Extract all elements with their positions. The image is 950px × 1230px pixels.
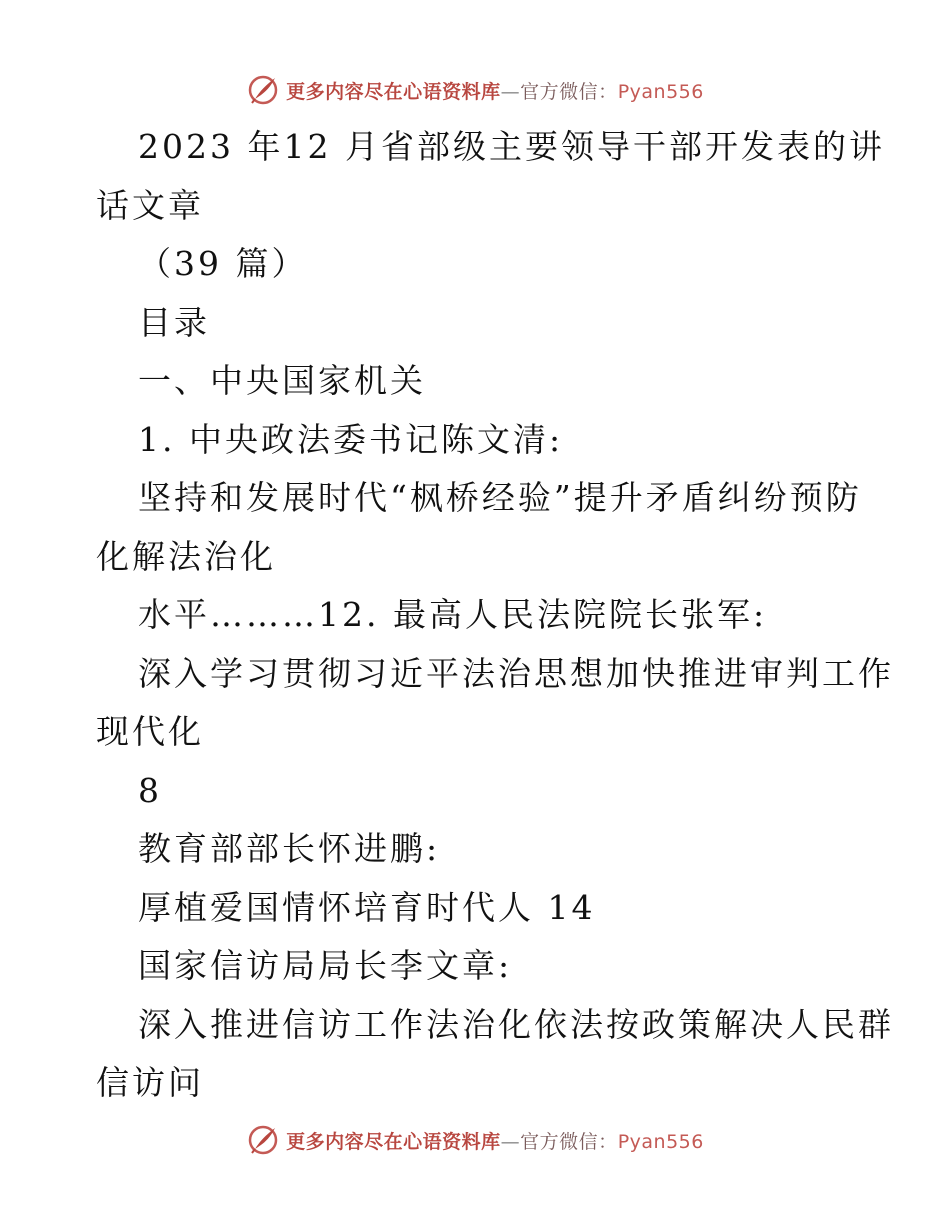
toc-entry-title: 深入推进信访工作法治化依法按政策解决人民群 (138, 1004, 894, 1044)
watermark-text (286, 1127, 704, 1154)
watermark-dash: — (500, 1130, 521, 1153)
watermark-text (286, 77, 704, 104)
watermark-wechat-id: Pyan556 (617, 80, 704, 103)
toc-entry-title-continued: 化解法治化 (96, 536, 276, 576)
header-watermark (0, 70, 950, 110)
footer-watermark (0, 1120, 950, 1160)
toc-entry-title-continued: 信访问 (96, 1063, 204, 1102)
toc-entry-author: 教育部部长怀进鹏: (138, 829, 441, 868)
feather-pen-logo-icon (246, 73, 280, 107)
toc-entry-author: 水平………12. 最高人民法院院长张军: (138, 595, 768, 634)
document-title-line-1: 2023 年12 月省部级主要领导干部开发表的讲 (138, 127, 885, 166)
toc-heading: 目录 (138, 302, 210, 342)
toc-entry-title: 坚持和发展时代“枫桥经验”提升矛盾纠纷预防 (138, 478, 862, 517)
toc-entry-author: 国家信访局局长李文章: (138, 946, 513, 985)
toc-entry-author: 1. 中央政法委书记陈文清: (138, 419, 564, 459)
toc-entry-title-continued: 现代化 (96, 712, 204, 751)
feather-pen-logo-icon (246, 1123, 280, 1157)
article-count: （39 篇） (138, 244, 308, 283)
watermark-main-text: 更多内容尽在心语资料库 (286, 80, 501, 103)
toc-page-number: 8 (138, 770, 162, 810)
watermark-dash: — (500, 80, 521, 103)
document-title-line-2: 话文章 (96, 185, 204, 225)
watermark-main-text: 更多内容尽在心语资料库 (286, 1130, 501, 1153)
watermark-wechat-id: Pyan556 (617, 1130, 704, 1153)
toc-entry-title: 厚植爱国情怀培育时代人 14 (138, 887, 596, 927)
toc-entry-title: 深入学习贯彻习近平法治思想加快推进审判工作 (138, 653, 894, 693)
watermark-wechat-label: 官方微信： (520, 80, 618, 103)
document-body (96, 118, 894, 1113)
toc-section-heading: 一、中央国家机关 (138, 361, 426, 400)
watermark-wechat-label: 官方微信： (520, 1130, 618, 1153)
